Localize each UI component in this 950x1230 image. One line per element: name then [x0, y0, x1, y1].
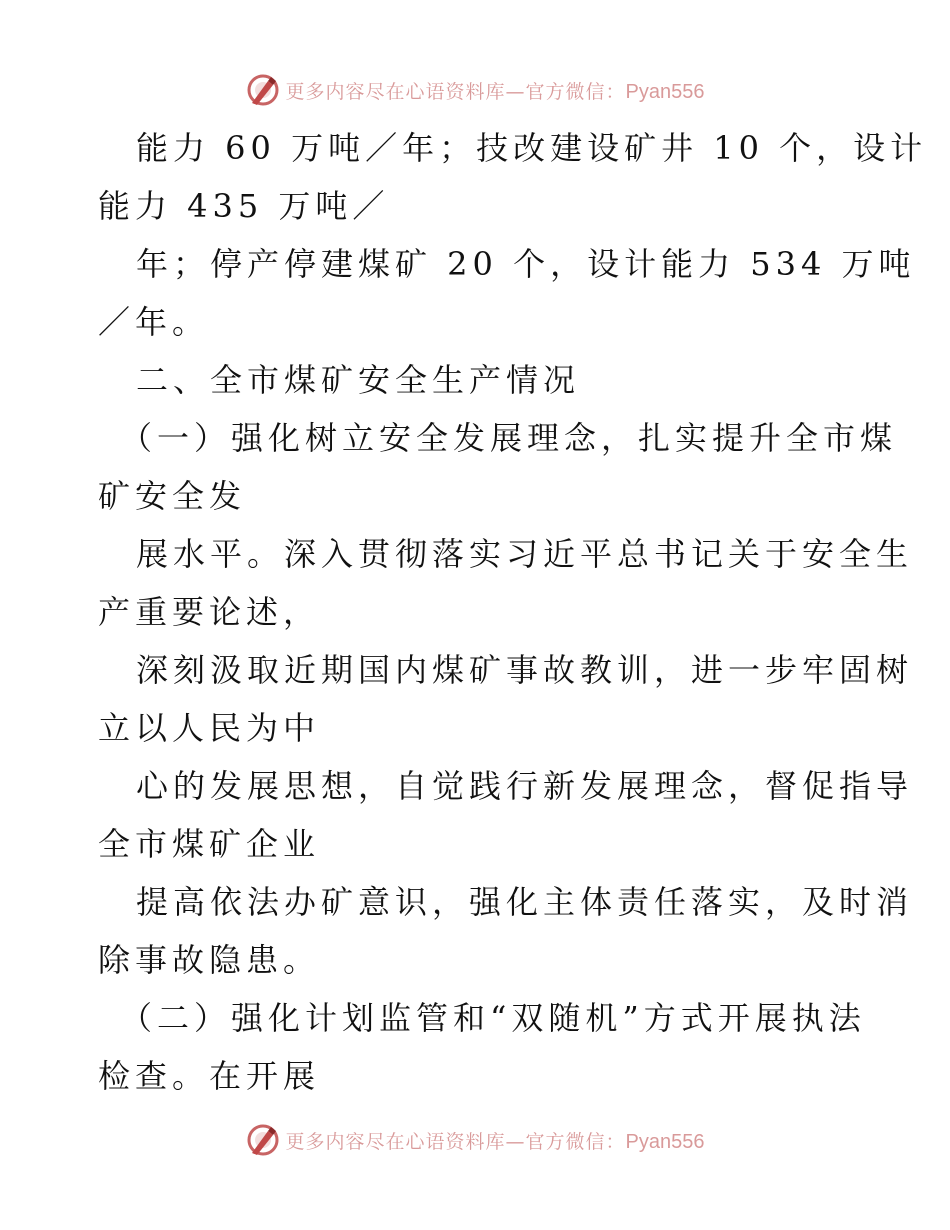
- body-line: 年；停产停建煤矿 20 个，设计能力 534 万吨: [136, 245, 916, 283]
- body-line: 展水平。深入贯彻落实习近平总书记关于安全生: [136, 535, 914, 573]
- body-line: 深刻汲取近期国内煤矿事故教训，进一步牢固树: [136, 651, 914, 689]
- body-line: 产重要论述，: [98, 593, 321, 631]
- watermark-text: [286, 77, 705, 104]
- document-body: [98, 119, 928, 1105]
- wechat-id: Pyan556: [625, 1130, 705, 1153]
- body-line: 全市煤矿企业: [98, 825, 321, 863]
- watermark-banner-bottom: [0, 1120, 950, 1160]
- wechat-id: Pyan556: [625, 80, 705, 103]
- subsection-heading: （二）强化计划监管和“双随机”方式开展执法: [120, 999, 866, 1037]
- pen-in-circle-icon: [246, 73, 280, 107]
- section-heading: 二、全市煤矿安全生产情况: [136, 361, 581, 399]
- watermark-label: 更多内容尽在心语资料库—官方微信：: [285, 1130, 626, 1153]
- body-line: 矿安全发: [98, 477, 247, 515]
- watermark-text: [286, 1127, 705, 1154]
- body-line: 心的发展思想，自觉践行新发展理念，督促指导: [136, 767, 914, 805]
- body-line: 立以人民为中: [98, 709, 321, 747]
- watermark-label: 更多内容尽在心语资料库—官方微信：: [285, 80, 626, 103]
- watermark-banner-top: [0, 70, 950, 110]
- body-line: ／年。: [98, 303, 210, 341]
- body-line: 检查。在开展: [98, 1057, 321, 1095]
- body-line: 能力 60 万吨／年；技改建设矿井 10 个，设计: [136, 129, 928, 167]
- subsection-heading: （一）强化树立安全发展理念，扎实提升全市煤: [120, 419, 898, 457]
- body-line: 除事故隐患。: [98, 941, 321, 979]
- body-line: 能力 435 万吨／: [98, 187, 390, 225]
- body-line: 提高依法办矿意识，强化主体责任落实，及时消: [136, 883, 914, 921]
- pen-in-circle-icon: [246, 1123, 280, 1157]
